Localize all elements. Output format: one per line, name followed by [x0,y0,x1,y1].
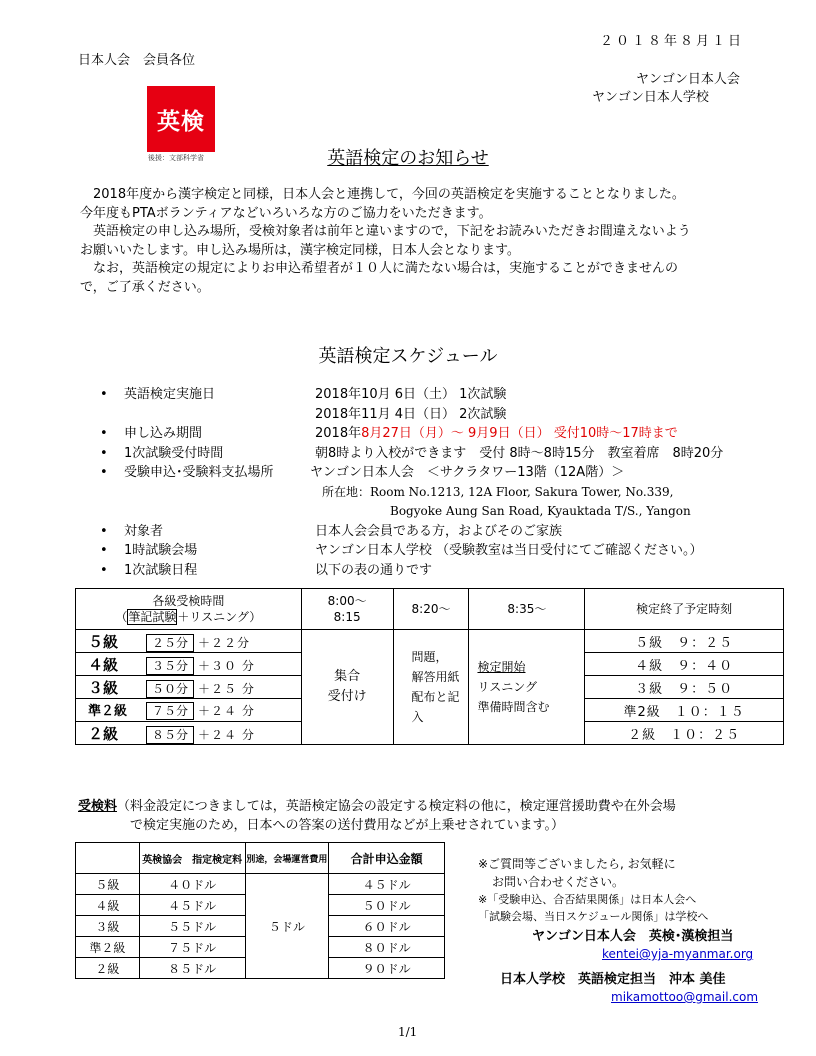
email-link-2[interactable]: mikamottoo@gmail.com [611,990,759,1004]
gather-cell: 集合 受付け [301,630,393,745]
contact-org-1: ヤンゴン日本人会 英検･漢検担当 [532,929,734,944]
sender-school: ヤンゴン日本人学校 [592,90,709,105]
table-row: ４級 ４５ドル ５０ドル [76,895,445,916]
email-link-1[interactable]: kentei@yja-myanmar.org [602,947,754,961]
contact-note-3: ※「受験申込、合否結果関係」は日本人会へ [478,893,697,906]
contact-note-1: ※ご質問等ございましたら, お気軽に [478,857,676,871]
header-end-time: 検定終了予定時刻 [585,589,784,630]
fee-note-2: で検定実施のため，日本への答案の送付費用などが上乗せされています。） [130,818,564,833]
contact-note-4: 「試験会場、当日スケジュール関係」は学校へ [478,910,709,923]
schedule-list: • 英語検定実施日 2018年10月 6日（土） 1次試験 2018年11月 4日（日） 2次試験 • 申し込み期間 2018年8月27日（月）～ 9月9日（日） 受付10時～17時まで • 1次試験受付時間 朝8時より入校ができます 受付 8時～8時15分 教室着席 8時20分 • 受験申込･受験料支払場所 ヤンゴン日本人会 ＜サクラタワー13階（12A階）＞ 所在地：Room No.1213, 12A Floor, Sakura Tower, No.339, Bogyoke Aung San Road, Kyauktada T/S., Yangon • 対象者 日本人会会員である方，およびそのご家族 • 1時試験会場 ヤンゴン日本人学校 （受験教室は当日受付にてご確認ください。） • 1次試験日程 以下の表の通りです [100,387,724,578]
table-row: ２級 ８５分 ＋２４ 分 ２級 １０：２５ [76,722,784,745]
exam-timetable [75,588,784,745]
table-row: ３級 ５０分 ＋２５ 分 ３級 ９：５０ [76,676,784,699]
fee-note: 受検料（料金設定につきましては，英語検定協会の設定する検定料の他に，検定運営援助費や在外会場 [78,799,676,814]
eiken-logo-sub: 後援：文部科学省 [148,154,204,162]
table-row: ５級 ４０ドル ５ドル ４５ドル [76,874,445,895]
start-cell: 検定開始 リスニング 準備時間含む [469,630,585,745]
document-date: ２０１８年８月１日 [600,34,745,49]
table-row: ２級 ８５ドル ９０ドル [76,958,445,979]
contact-note-2: お問い合わせください。 [492,875,625,889]
contact-org-2: 日本人学校 英語検定担当 沖本 美佳 [500,972,726,987]
fee-label: 受検料 [78,799,118,814]
table-row: 準２級 ７５分 ＋２４ 分 準2級 １０：１５ [76,699,784,722]
header-835: 8:35～ [469,589,585,630]
page-title: 英語検定のお知らせ [327,148,489,169]
intro-paragraph: 2018年度から漢字検定と同様，日本人会と連携して，今回の英語検定を実施することとなりました。 今年度もPTAボランティアなどいろいろな方のご協力をいただきます。 英語検定の申し込み場所，受検対象者は前年と違いますので，下記をお読みいただきお間違えないよう お願いいたします。申し込み場所は，漢字検定同様，日本人会となります。 なお，英語検定の規定によりお申込希望者が１０人に満たない場合は，実施することができませんの で，ご了承ください。 [80,187,691,295]
page-number: 1/1 [398,1025,418,1039]
distribution-cell: 問題， 解答用紙 配布と記入 [393,630,469,745]
table-row: ３級 ５５ドル ６０ドル [76,916,445,937]
schedule-title: 英語検定スケジュール [318,346,498,367]
header-level-time: 各級受検時間 （筆記試験＋リスニング） [76,589,302,630]
header-800: 8:00～ 8:15 [301,589,393,630]
eiken-logo: 英検 [147,86,215,152]
sender-association: ヤンゴン日本人会 [636,72,740,87]
table-row: ５級 ２５分 ＋２２分 集合 受付け 問題， 解答用紙 配布と記入 検定開始 リスニング 準備時間含む ５級 ９：２５ [76,630,784,653]
fee-table: 英検協会 指定検定料 別途，会場運営費用 合計申込金額 ５級 ４０ドル ５ドル ４５ドル ４級 ４５ドル ５０ドル ３級 ５５ドル ６０ドル 準２級 ７５ドル ８０ドル ２級 ８５ドル ９０ドル [75,842,445,979]
header-820: 8:20～ [393,589,469,630]
recipient: 日本人会 会員各位 [78,53,196,68]
table-row: ４級 ３５分 ＋３０ 分 ４級 ９：４０ [76,653,784,676]
extra-fee-cell: ５ドル [245,874,329,979]
table-row: 準２級 ７５ドル ８０ドル [76,937,445,958]
